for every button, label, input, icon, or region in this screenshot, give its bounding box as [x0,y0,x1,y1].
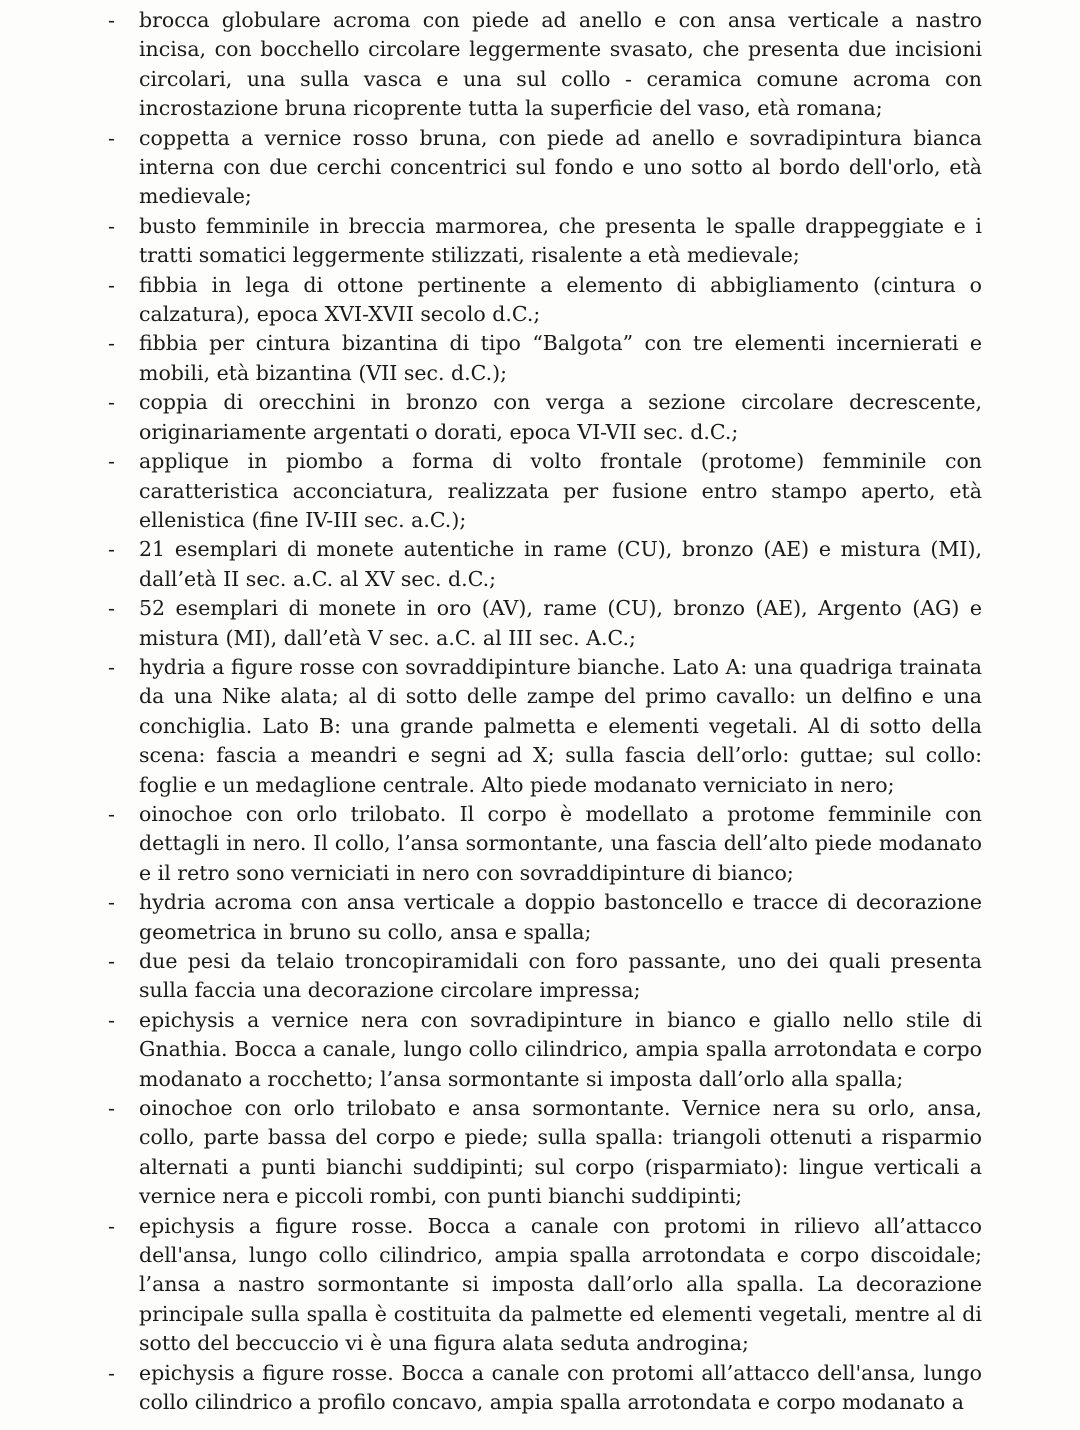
bullet-dash: - [108,390,115,415]
list-item-text: due pesi da telaio troncopiramidali con foro passante, uno dei quali presenta sulla faccia una decorazione circolare impressa; [139,949,982,1003]
list-item [108,535,982,594]
list-item [108,329,982,388]
bullet-dash: - [108,1360,115,1385]
list-item [108,388,982,447]
list-item-text: 52 esemplari di monete in oro (AV), rame (CU), bronzo (AE), Argento (AG) e mistura (MI), dall’età V sec. a.C. al III sec. A.C.; [139,596,982,650]
list-item [108,594,982,653]
list-item [108,800,982,888]
list-item-text: oinochoe con orlo trilobato. Il corpo è modellato a protome femminile con dettagli in nero. Il collo, l’ansa sormontante, una fascia dell’alto piede modanato e il retro sono verniciati in nero con sovraddipinture di bianco; [139,801,982,885]
list-item-text: epichysis a figure rosse. Bocca a canale con protomi in rilievo all’attacco dell'ansa, lungo collo cilindrico, ampia spalla arrotondata e corpo discoidale; l’ansa a nastro sormontante si imposta dall’orlo alla spalla. La decorazione principale sulla spalla è costituita da palmette ed elementi vegetali, mentre al di sotto del beccuccio vi è una figura alata seduta androgina; [139,1213,982,1356]
bullet-dash: - [108,1096,115,1121]
bullet-dash: - [108,331,115,356]
bullet-dash: - [108,596,115,621]
artifact-list [108,6,982,1418]
list-item-text: 21 esemplari di monete autentiche in rame (CU), bronzo (AE) e mistura (MI), dall’età II sec. a.C. al XV sec. d.C.; [139,537,982,591]
list-item-text: brocca globulare acroma con piede ad anello e con ansa verticale a nastro incisa, con bocchello circolare leggermente svasato, che presenta due incisioni circolari, una sulla vasca e una sul collo - ceramica comune acroma con incrostazione bruna ricoprente tutta la superficie del vaso, età romana; [139,8,982,121]
list-item [108,1094,982,1212]
bullet-dash: - [108,449,115,474]
list-item [108,947,982,1006]
bullet-dash: - [108,8,115,32]
bullet-dash: - [108,537,115,562]
bullet-dash: - [108,1213,115,1238]
list-item [108,212,982,271]
list-item-text: coppia di orecchini in bronzo con verga a sezione circolare decrescente, originariamente argentati o dorati, epoca VI-VII sec. d.C.; [139,390,982,444]
bullet-dash: - [108,272,115,297]
list-item-text: hydria acroma con ansa verticale a doppio bastoncello e tracce di decorazione geometrica in bruno su collo, ansa e spalla; [139,890,982,944]
list-item [108,653,982,800]
list-item-text: coppetta a vernice rosso bruna, con piede ad anello e sovradipintura bianca interna con due cerchi concentrici sul fondo e uno sotto al bordo dell'orlo, età medievale; [139,125,982,209]
list-item [108,447,982,535]
list-item-text: epichysis a figure rosse. Bocca a canale con protomi all’attacco dell'ansa, lungo collo cilindrico a profilo concavo, ampia spalla arrotondata e corpo modanato a [139,1360,982,1415]
list-item-text: busto femminile in breccia marmorea, che presenta le spalle drappeggiate e i tratti somatici leggermente stilizzati, risalente a età medievale; [139,213,982,268]
list-item-text: hydria a figure rosse con sovraddipinture bianche. Lato A: una quadriga trainata da una Nike alata; al di sotto delle zampe del primo cavallo: un delfino e una conchiglia. Lato B: una grande palmetta e elementi vegetali. Al di sotto della scena: fascia a meandri e segni ad X; sulla fascia dell’orlo: guttae; sul collo: foglie e un medaglione centrale. Alto piede modanato verniciato in nero; [139,654,982,797]
bullet-dash: - [108,801,115,826]
list-item [108,124,982,212]
list-item [108,6,982,124]
bullet-dash: - [108,654,115,679]
list-item [108,1006,982,1094]
list-item-text: fibbia per cintura bizantina di tipo “Balgota” con tre elementi incernierati e mobili, età bizantina (VII sec. d.C.); [139,331,982,385]
bullet-dash: - [108,890,115,915]
bullet-dash: - [108,949,115,973]
list-item-text: fibbia in lega di ottone pertinente a elemento di abbigliamento (cintura o calzatura), epoca XVI-XVII secolo d.C.; [139,272,982,327]
bullet-dash: - [108,1007,115,1032]
list-item-text: oinochoe con orlo trilobato e ansa sormontante. Vernice nera su orlo, ansa, collo, parte bassa del corpo e piede; sulla spalla: triangoli ottenuti a risparmio alternati a punti bianchi suddipinti; sul corpo (risparmiato): lingue verticali a vernice nera e piccoli rombi, con punti bianchi suddipinti; [139,1096,982,1209]
list-item [108,1359,982,1418]
list-item [108,271,982,330]
list-item-text: epichysis a vernice nera con sovradipinture in bianco e giallo nello stile di Gnathia. Bocca a canale, lungo collo cilindrico, ampia spalla arrotondata e corpo modanato a rocchetto; l’ansa sormontante si imposta dall’orlo alla spalla; [139,1007,982,1091]
list-item [108,888,982,947]
list-item [108,1212,982,1359]
bullet-dash: - [108,125,115,150]
list-item-text: applique in piombo a forma di volto frontale (protome) femminile con caratteristica acconciatura, realizzata per fusione entro stampo aperto, età ellenistica (fine IV-III sec. a.C.); [139,449,982,532]
bullet-dash: - [108,213,115,238]
